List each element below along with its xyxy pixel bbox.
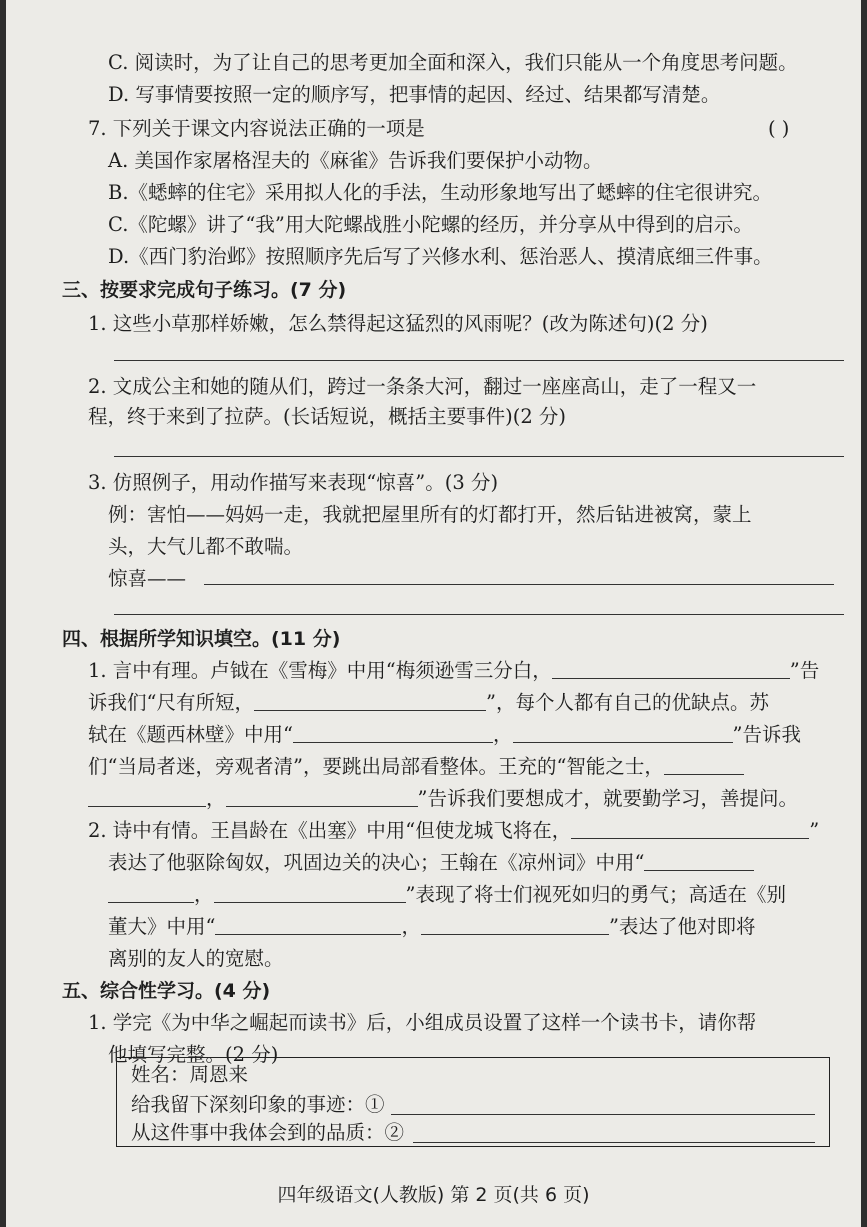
s4-q1-line1 xyxy=(88,658,819,684)
q7-option-c: C.《陀螺》讲了“我”用大陀螺战胜小陀螺的经历，并分享从中得到的启示。 xyxy=(108,213,753,236)
blank-field[interactable] xyxy=(513,724,733,743)
blank-field[interactable] xyxy=(226,788,418,807)
s4-q1-line3-comma: ， xyxy=(492,723,513,746)
s4-q1-line4 xyxy=(88,754,744,780)
s4-q2-line3 xyxy=(108,882,786,908)
blank-field[interactable] xyxy=(88,788,206,807)
s4-q2-line3-comma: ， xyxy=(194,883,214,906)
s3-jingxi-label: 惊喜—— xyxy=(108,567,187,590)
card-name: 姓名：周恩来 xyxy=(131,1063,249,1086)
s4-q1-line2 xyxy=(88,690,769,716)
s4-q2-line1-tail: ” xyxy=(809,819,820,842)
section-5-title: 五、综合性学习。(4 分) xyxy=(62,980,271,1002)
s4-q2-line2-text: 表达了他驱除匈奴，巩固边关的决心；王翰在《凉州词》中用“ xyxy=(108,851,645,874)
q7-answer-parens: ( ) xyxy=(768,117,790,140)
s4-q1-line1-text: 1. 言中有理。卢钺在《雪梅》中用“梅须逊雪三分白， xyxy=(88,659,552,682)
s4-q1-line2-tail: ”，每个人都有自己的优缺点。苏 xyxy=(485,691,769,714)
exam-page xyxy=(6,0,861,1227)
section-4-title: 四、根据所学知识填空。(11 分) xyxy=(62,628,341,650)
s4-q2-line4-tail: ”表达了他对即将 xyxy=(609,915,756,938)
s4-q1-line3-tail: ”告诉我 xyxy=(732,723,801,746)
q6-option-d: D. 写事情要按照一定的顺序写，把事情的起因、经过、结果都写清楚。 xyxy=(108,83,721,106)
blank-field[interactable] xyxy=(552,660,790,679)
q7-option-a: A. 美国作家屠格涅夫的《麻雀》告诉我们要保护小动物。 xyxy=(108,149,603,172)
s4-q1-line5-comma: ， xyxy=(206,787,226,810)
blank-field[interactable] xyxy=(664,756,744,775)
s4-q2-line1 xyxy=(88,818,819,844)
s3-example-line2: 头，大气儿都不敢喘。 xyxy=(108,535,304,558)
s4-q2-line4 xyxy=(108,914,755,940)
card-quality-label: 从这件事中我体会到的品质：② xyxy=(131,1121,405,1144)
reading-card xyxy=(116,1057,830,1147)
blank-field[interactable] xyxy=(108,884,194,903)
s4-q1-line5-tail: ”告诉我们要想成才，就要勤学习，善提问。 xyxy=(417,787,798,810)
blank-field[interactable] xyxy=(644,852,754,871)
blank-field[interactable] xyxy=(254,692,486,711)
blank-field[interactable] xyxy=(214,884,406,903)
q6-option-c: C. 阅读时，为了让自己的思考更加全面和深入，我们只能从一个角度思考问题。 xyxy=(108,51,798,74)
s3-example-line1: 例：害怕——妈妈一走，我就把屋里所有的灯都打开，然后钻进被窝，蒙上 xyxy=(108,503,752,526)
s3-q1-answer-line[interactable] xyxy=(114,360,844,361)
s4-q2-line5: 离别的友人的宽慰。 xyxy=(108,947,284,970)
page-footer: 四年级语文(人教版) 第 2 页(共 6 页) xyxy=(277,1184,590,1206)
s3-q2-line1: 2. 文成公主和她的随从们，跨过一条条大河，翻过一座座高山，走了一程又一 xyxy=(88,375,757,398)
s3-q3: 3. 仿照例子，用动作描写来表现“惊喜”。(3 分) xyxy=(88,471,499,494)
card-deed-label: 给我留下深刻印象的事迹：① xyxy=(131,1093,385,1116)
s4-q2-line2 xyxy=(108,850,754,876)
blank-field[interactable] xyxy=(215,916,401,935)
s4-q1-line1-tail: ”告 xyxy=(789,659,820,682)
s4-q2-line3-tail: ”表现了将士们视死如归的勇气；高适在《别 xyxy=(405,883,786,906)
section-3-title: 三、按要求完成句子练习。(7 分) xyxy=(62,279,347,301)
s4-q1-line5 xyxy=(88,786,798,812)
s4-q2-line1-text: 2. 诗中有情。王昌龄在《出塞》中用“但使龙城飞将在， xyxy=(88,819,572,842)
s4-q2-line4-comma: ， xyxy=(401,915,421,938)
s3-q1: 1. 这些小草那样娇嫩，怎么禁得起这猛烈的风雨呢？(改为陈述句)(2 分) xyxy=(88,312,708,335)
blank-field[interactable] xyxy=(571,820,809,839)
q7-option-d: D.《西门豹治邺》按照顺序先后写了兴修水利、惩治恶人、摸清底细三件事。 xyxy=(108,245,773,268)
s3-q2-answer-line[interactable] xyxy=(114,456,844,457)
s4-q2-line4-text: 董大》中用“ xyxy=(108,915,216,938)
s5-q1-line2: 他填写完整。(2 分) xyxy=(108,1043,279,1066)
s4-q1-line3-text: 轼在《题西林壁》中用“ xyxy=(88,723,293,746)
s4-q1-line2-text: 诉我们“尺有所短， xyxy=(88,691,254,714)
s3-q3-answer-line1[interactable] xyxy=(204,584,834,585)
card-deed-answer-line[interactable] xyxy=(391,1114,815,1115)
s5-q1-line1: 1. 学完《为中华之崛起而读书》后，小组成员设置了这样一个读书卡，请你帮 xyxy=(88,1011,757,1034)
s4-q1-line4-text: 们“当局者迷，旁观者清”，要跳出局部看整体。王充的“智能之士， xyxy=(88,755,664,778)
s3-q2-line2: 程，终于来到了拉萨。(长话短说，概括主要事件)(2 分) xyxy=(88,405,567,428)
blank-field[interactable] xyxy=(421,916,609,935)
card-quality-answer-line[interactable] xyxy=(413,1142,815,1143)
q7-stem: 7. 下列关于课文内容说法正确的一项是 xyxy=(88,117,425,140)
q7-option-b: B.《蟋蟀的住宅》采用拟人化的手法，生动形象地写出了蟋蟀的住宅很讲究。 xyxy=(108,181,773,204)
s3-q3-answer-line2[interactable] xyxy=(114,614,844,615)
s4-q1-line3 xyxy=(88,722,801,748)
blank-field[interactable] xyxy=(293,724,493,743)
